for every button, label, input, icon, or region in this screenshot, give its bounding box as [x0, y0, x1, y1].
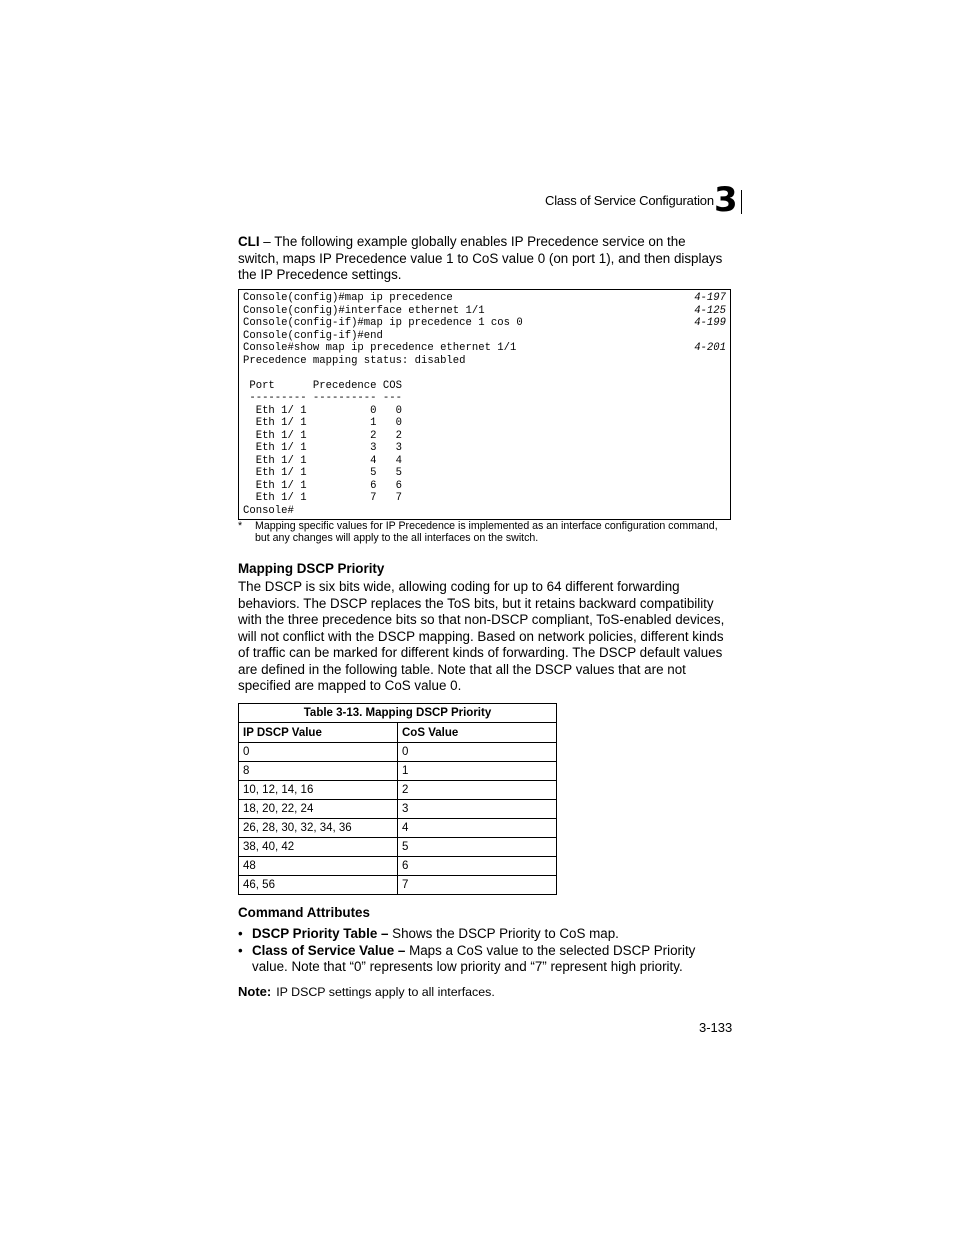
code-line: Console(config)#map ip precedence: [243, 292, 453, 304]
table-row: [239, 800, 557, 819]
note-text: IP DSCP settings apply to all interfaces.: [276, 985, 495, 999]
cli-paragraph: [238, 234, 730, 284]
table-row: [239, 762, 557, 781]
chapter-number: 3: [714, 180, 738, 220]
code-line: Console(config-if)#map ip precedence 1 cos 0: [243, 317, 523, 329]
code-line: Eth 1/ 1 2 2: [243, 429, 402, 442]
attribute-term: DSCP Priority Table –: [252, 926, 389, 941]
bullet-mark: •: [238, 942, 243, 958]
code-page-ref: 4-197: [694, 292, 726, 304]
cell-cos-value: 7: [398, 876, 557, 895]
code-line: Console#: [243, 504, 294, 517]
code-lines: [243, 292, 523, 517]
code-line: Console#show map ip precedence ethernet 1/1: [243, 342, 517, 354]
table-row: [239, 838, 557, 857]
attribute-description: Maps a CoS value to the selected DSCP Priority value. Note that “0” represents low priority and “7” represent high priority.: [252, 942, 696, 974]
dscp-paragraph: The DSCP is six bits wide, allowing coding for up to 64 different forwarding behaviors. The DSCP replaces the ToS bits, but it retains backward compatibility with the three precedence bits so that non-DSCP compliant, ToS-enabled devices, will not conflict with the DSCP mapping. Based on network policies, different kinds of traffic can be marked for different kinds of forwarding. The DSCP default values are defined in the following table. Note that all the DSCP values that are not specified are mapped to CoS value 0.: [238, 579, 725, 693]
list-item: [238, 926, 730, 943]
header-cos-value: CoS Value: [398, 723, 557, 743]
code-line: Eth 1/ 1 4 4: [243, 454, 402, 467]
header-ip-dscp-value: IP DSCP Value: [239, 723, 398, 743]
list-item: [238, 943, 730, 976]
code-line: Precedence mapping status: disabled: [243, 354, 466, 367]
table-row: [239, 857, 557, 876]
cell-dscp-value: 26, 28, 30, 32, 34, 36: [239, 819, 398, 838]
code-line: Eth 1/ 1 5 5: [243, 467, 402, 479]
bullet-mark: •: [238, 926, 243, 941]
note: [238, 984, 495, 999]
code-page-refs: [694, 292, 726, 355]
chapter-divider: [741, 190, 742, 214]
table-row: [239, 743, 557, 762]
cell-cos-value: 0: [398, 743, 557, 762]
running-header-title: Class of Service Configuration: [545, 193, 714, 208]
code-page-ref: 4-125: [694, 304, 726, 317]
cell-cos-value: 1: [398, 762, 557, 781]
command-attributes-heading: Command Attributes: [238, 905, 370, 920]
code-page-ref: [694, 330, 726, 343]
code-page-ref: 4-201: [694, 342, 726, 354]
code-line: [243, 367, 523, 380]
cell-dscp-value: 10, 12, 14, 16: [239, 781, 398, 800]
attribute-list: [238, 926, 730, 976]
code-line: Eth 1/ 1 3 3: [243, 442, 402, 454]
footnote-mark: *: [238, 520, 243, 532]
footnote-text: Mapping specific values for IP Precedence is implemented as an interface configuration command, but any changes will apply to the all interfaces on the switch.: [255, 520, 718, 544]
code-line: Eth 1/ 1 0 0: [243, 404, 402, 417]
attribute-term: Class of Service Value –: [252, 942, 406, 958]
cell-cos-value: 6: [398, 857, 557, 876]
cli-code-block: [238, 289, 731, 520]
cell-dscp-value: 18, 20, 22, 24: [239, 800, 398, 819]
cell-cos-value: 3: [398, 800, 557, 819]
cli-label: CLI: [238, 234, 260, 249]
code-page-ref: 4-199: [694, 317, 726, 329]
code-line: Port Precedence COS: [243, 379, 402, 392]
cell-dscp-value: 38, 40, 42: [239, 838, 398, 857]
code-line: Eth 1/ 1 7 7: [243, 492, 402, 504]
table-row: [239, 819, 557, 838]
cell-dscp-value: 48: [239, 857, 398, 876]
cell-dscp-value: 46, 56: [239, 876, 398, 895]
cell-dscp-value: 8: [239, 762, 398, 781]
table-row: [239, 781, 557, 800]
table-caption: Table 3-13. Mapping DSCP Priority: [239, 704, 557, 723]
section-heading-dscp: Mapping DSCP Priority: [238, 561, 385, 576]
dscp-mapping-table: [238, 703, 557, 895]
code-line: Eth 1/ 1 6 6: [243, 479, 402, 492]
page-number: 3-133: [699, 1020, 733, 1035]
cell-cos-value: 2: [398, 781, 557, 800]
cell-cos-value: 4: [398, 819, 557, 838]
code-line: Console(config-if)#end: [243, 329, 383, 342]
cli-text: – The following example globally enables IP Precedence service on the switch, maps IP Precedence value 1 to CoS value 0 (on port 1), and then displays the IP Precedence settings.: [238, 234, 723, 282]
cell-cos-value: 5: [398, 838, 557, 857]
code-line: Console(config)#interface ethernet 1/1: [243, 304, 485, 317]
table-row: [239, 876, 557, 895]
code-line: --------- ---------- ---: [243, 392, 402, 404]
attribute-description: Shows the DSCP Priority to CoS map.: [388, 926, 619, 941]
cell-dscp-value: 0: [239, 743, 398, 762]
code-line: Eth 1/ 1 1 0: [243, 417, 402, 429]
note-label: Note:: [238, 984, 272, 999]
dscp-table-container: [238, 703, 557, 895]
